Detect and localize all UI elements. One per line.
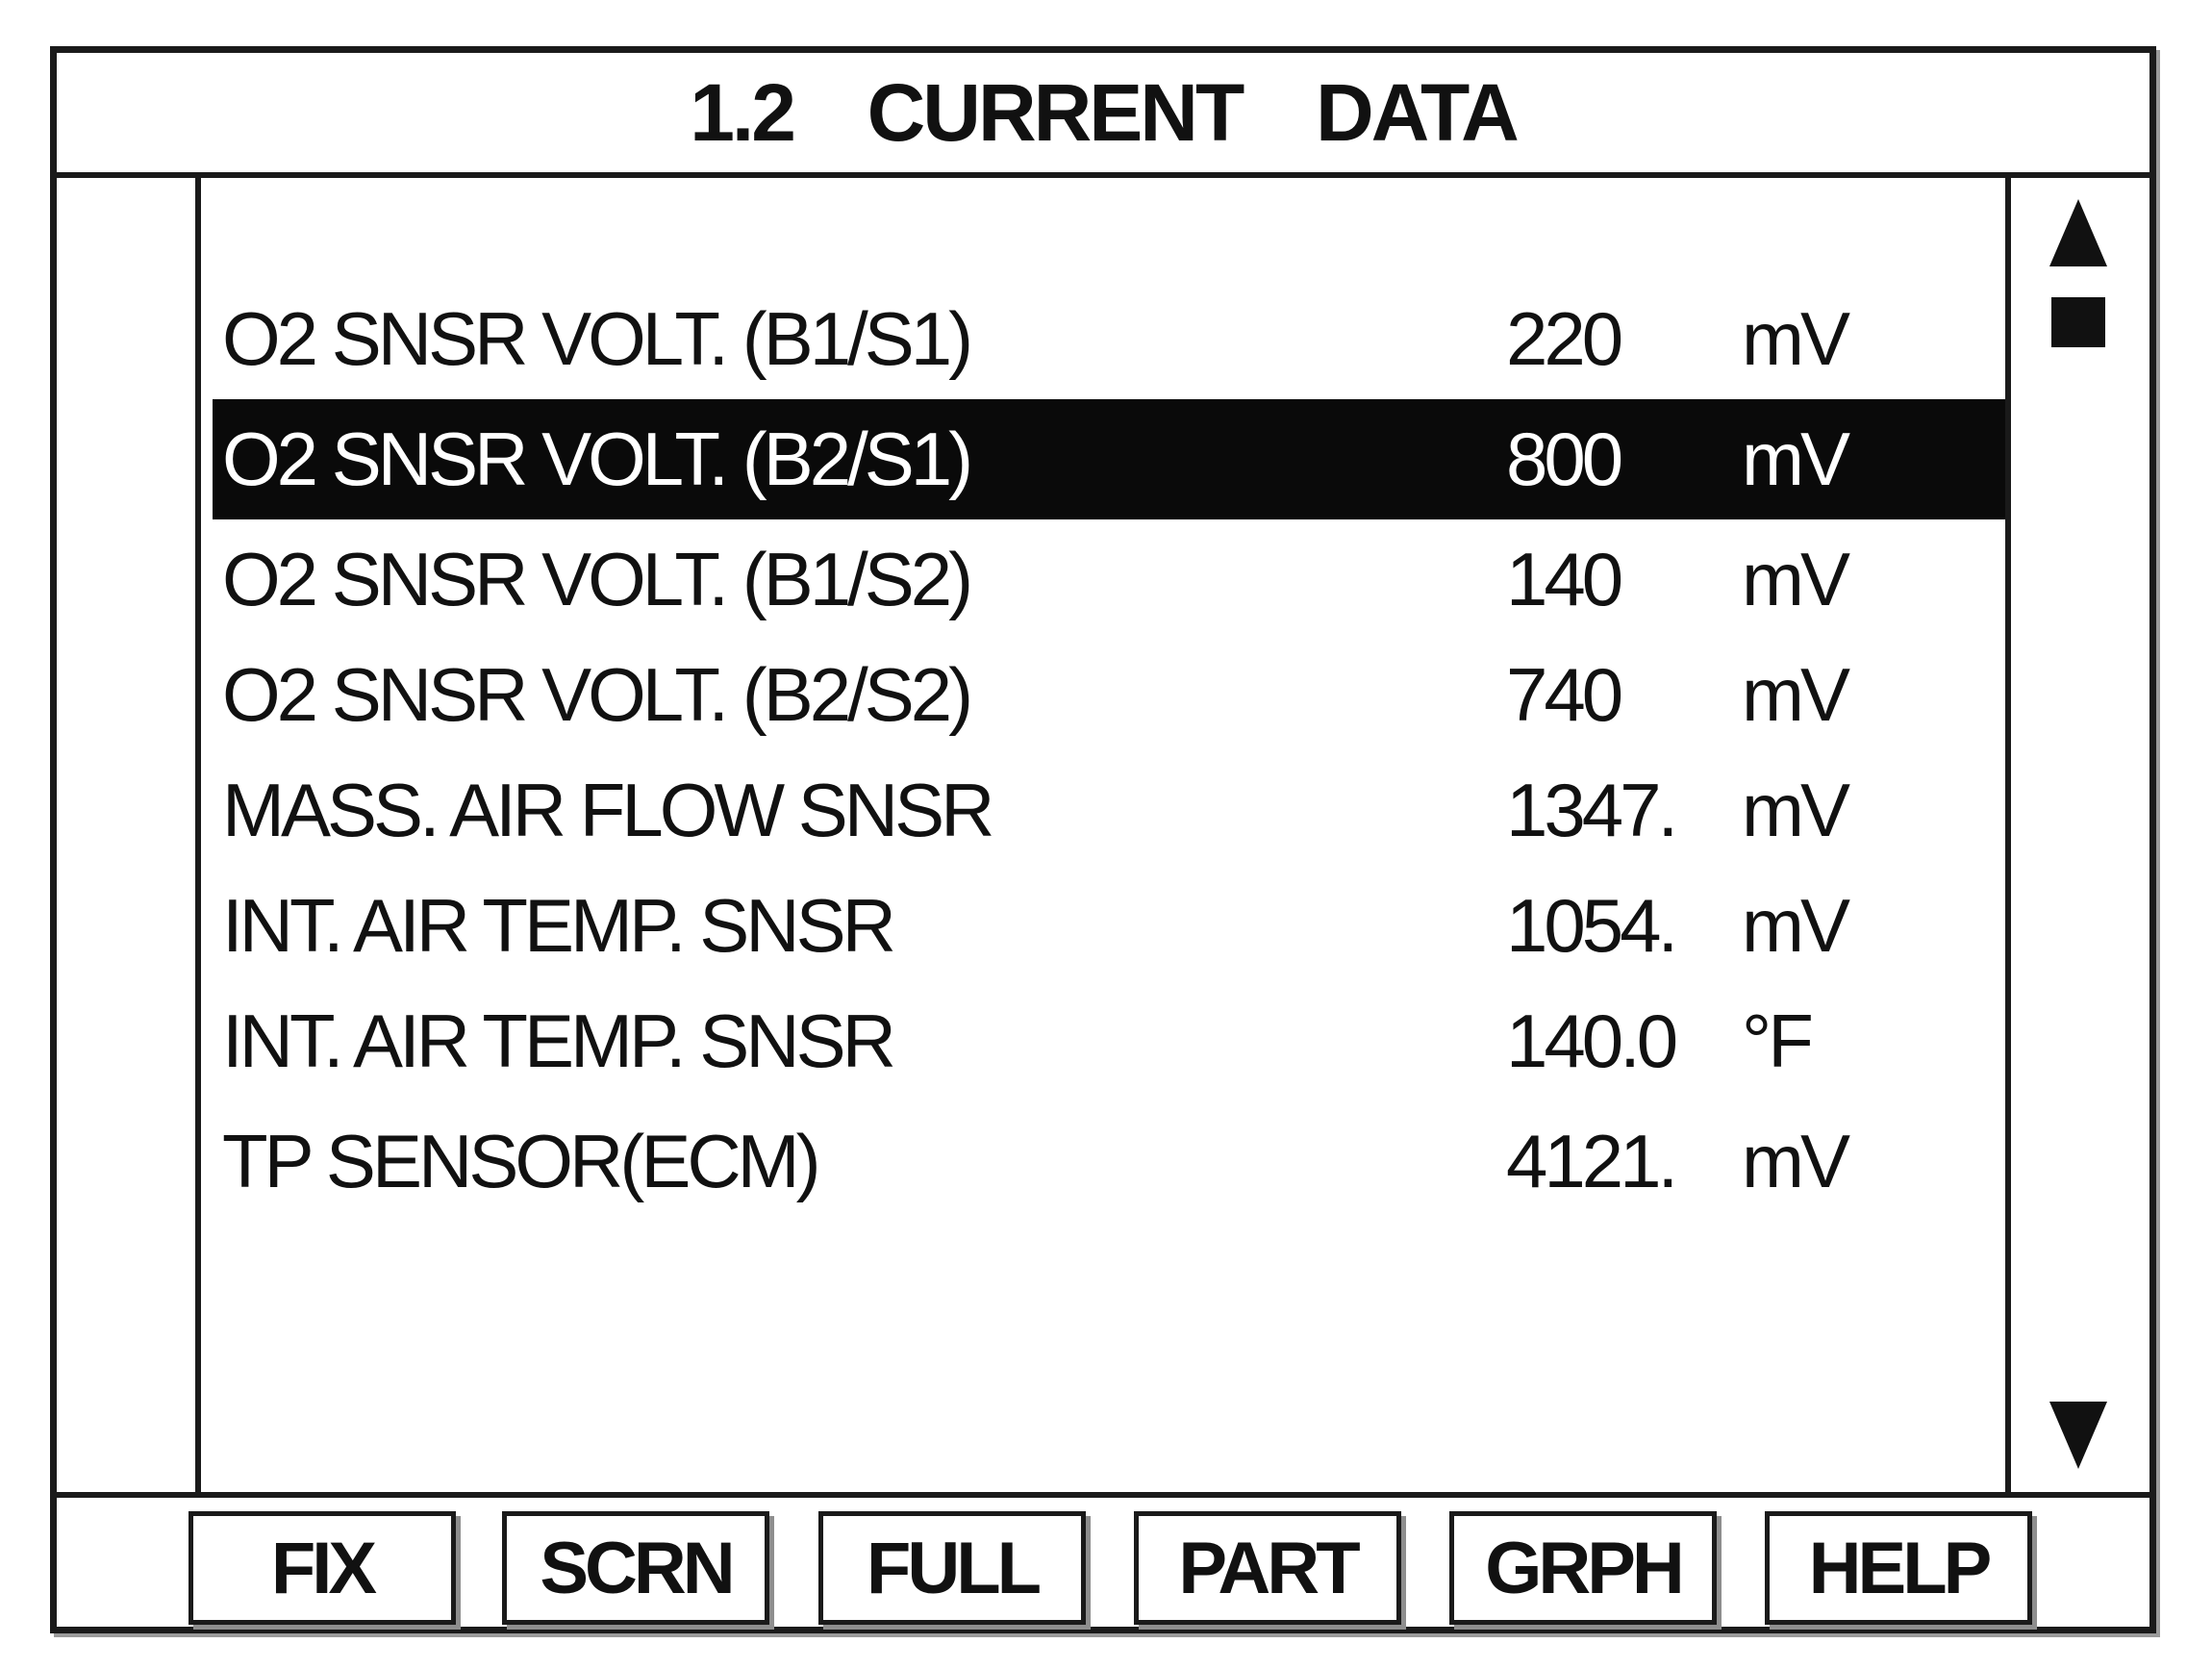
data-row[interactable] <box>213 981 2006 1101</box>
data-row[interactable] <box>213 866 2006 986</box>
fix-button[interactable]: FIX <box>189 1511 456 1625</box>
parameter-label: INT. AIR TEMP. SNSR <box>222 883 892 968</box>
parameter-value: 1347. <box>1506 768 1675 852</box>
parameter-value: 220 <box>1506 296 1621 381</box>
parameter-value: 140 <box>1506 537 1621 621</box>
parameter-unit: mV <box>1742 537 1847 621</box>
scrollbar[interactable] <box>2005 178 2149 1492</box>
scroll-thumb[interactable] <box>2051 297 2105 347</box>
part-button[interactable]: PART <box>1134 1511 1401 1625</box>
data-row[interactable] <box>213 750 2006 871</box>
current-data-list <box>201 178 2012 1492</box>
graph-button[interactable]: GRPH <box>1449 1511 1717 1625</box>
arrow-down-icon[interactable] <box>2049 1402 2107 1469</box>
parameter-label: O2 SNSR VOLT. (B2/S1) <box>222 417 970 501</box>
page-title: 1.2 CURRENT DATA <box>690 66 1517 158</box>
data-row[interactable] <box>213 519 2006 640</box>
function-key-bar <box>57 1497 2149 1627</box>
parameter-label: MASS. AIR FLOW SNSR <box>222 768 992 852</box>
arrow-up-icon[interactable] <box>2049 199 2107 266</box>
scan-tool-window <box>50 46 2156 1633</box>
parameter-value: 740 <box>1506 652 1621 737</box>
title-bar <box>57 53 2149 178</box>
parameter-unit: mV <box>1742 1119 1847 1203</box>
data-row[interactable] <box>213 279 2006 399</box>
screen-button[interactable]: SCRN <box>502 1511 769 1625</box>
parameter-label: TP SENSOR(ECM) <box>222 1119 817 1203</box>
data-row[interactable] <box>213 1101 2006 1222</box>
parameter-value: 800 <box>1506 417 1621 501</box>
full-button[interactable]: FULL <box>818 1511 1086 1625</box>
parameter-label: INT. AIR TEMP. SNSR <box>222 999 892 1083</box>
left-margin-column <box>57 178 201 1492</box>
parameter-value: 1054. <box>1506 883 1675 968</box>
help-button[interactable]: HELP <box>1765 1511 2032 1625</box>
parameter-label: O2 SNSR VOLT. (B1/S2) <box>222 537 970 621</box>
data-row[interactable] <box>213 635 2006 755</box>
parameter-unit: mV <box>1742 417 1847 501</box>
parameter-unit: mV <box>1742 768 1847 852</box>
parameter-label: O2 SNSR VOLT. (B1/S1) <box>222 296 970 381</box>
parameter-value: 140.0 <box>1506 999 1675 1083</box>
parameter-unit: mV <box>1742 296 1847 381</box>
parameter-value: 4121. <box>1506 1119 1675 1203</box>
data-row-selected[interactable] <box>213 399 2006 519</box>
parameter-unit: °F <box>1742 999 1810 1083</box>
parameter-unit: mV <box>1742 883 1847 968</box>
parameter-unit: mV <box>1742 652 1847 737</box>
parameter-label: O2 SNSR VOLT. (B2/S2) <box>222 652 970 737</box>
data-panel <box>57 178 2149 1498</box>
